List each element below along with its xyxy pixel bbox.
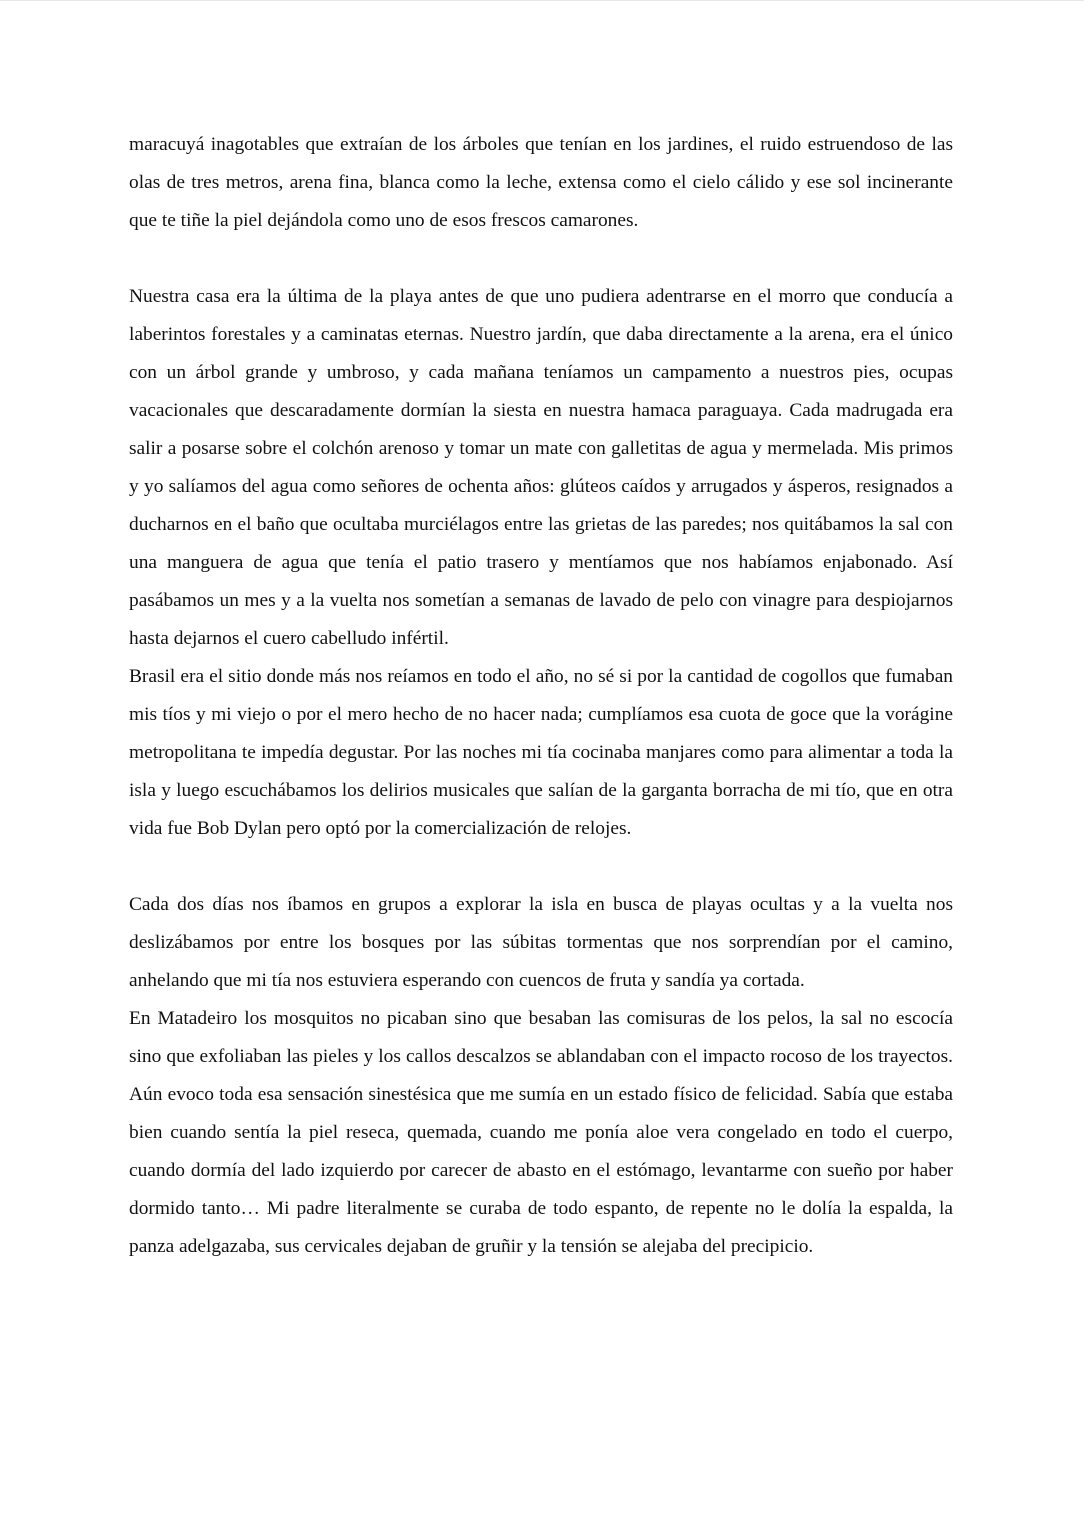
paragraph-1: maracuyá inagotables que extraían de los árboles que tenían en los jardines, el ruido estruendoso de las olas de tres metros, arena fina, blanca como la leche, extensa como el cielo cálido y ese sol incinerante que te tiñe la piel dejándola como uno de esos frescos camarones. [129, 134, 953, 231]
paragraph-5: En Matadeiro los mosquitos no picaban sino que besaban las comisuras de los pelos, la sal no escocía sino que exfoliaban las pieles y los callos descalzos se ablandaban con el impacto rocoso de los trayectos. Aún evoco toda esa sensación sinestésica que me sumía en un estado físico de felicidad. Sabía que estaba bien cuando sentía la piel reseca, quemada, cuando me ponía aloe vera congelado en todo el cuerpo, cuando dormía del lado izquierdo por carecer de abasto en el estómago, levantarme con sueño por haber dormido tanto… Mi padre literalmente se curaba de todo espanto, de repente no le dolía la espalda, la panza adelgazaba, sus cervicales dejaban de gruñir y la tensión se alejaba del precipicio. [129, 1008, 953, 1257]
document-page [129, 126, 953, 1266]
paragraph-4: Cada dos días nos íbamos en grupos a explorar la isla en busca de playas ocultas y a la vuelta nos deslizábamos por entre los bosques por las súbitas tormentas que nos sorprendían por el camino, anhelando que mi tía nos estuviera esperando con cuencos de fruta y sandía ya cortada. [129, 894, 953, 991]
paragraph-3: Brasil era el sitio donde más nos reíamos en todo el año, no sé si por la cantidad de cogollos que fumaban mis tíos y mi viejo o por el mero hecho de no hacer nada; cumplíamos esa cuota de goce que la vorágine metropolitana te impedía degustar. Por las noches mi tía cocinaba manjares como para alimentar a toda la isla y luego escuchábamos los delirios musicales que salían de la garganta borracha de mi tío, que en otra vida fue Bob Dylan pero optó por la comercialización de relojes. [129, 666, 953, 839]
paragraph-2: Nuestra casa era la última de la playa antes de que uno pudiera adentrarse en el morro que conducía a laberintos forestales y a caminatas eternas. Nuestro jardín, que daba directamente a la arena, era el único con un árbol grande y umbroso, y cada mañana teníamos un campamento a nuestros pies, ocupas vacacionales que descaradamente dormían la siesta en nuestra hamaca paraguaya. Cada madrugada era salir a posarse sobre el colchón arenoso y tomar un mate con galletitas de agua y mermelada. Mis primos y yo salíamos del agua como señores de ochenta años: glúteos caídos y arrugados y ásperos, resignados a ducharnos en el baño que ocultaba murciélagos entre las grietas de las paredes; nos quitábamos la sal con una manguera de agua que tenía el patio trasero y mentíamos que nos habíamos enjabonado. Así pasábamos un mes y a la vuelta nos sometían a semanas de lavado de pelo con vinagre para despiojarnos hasta dejarnos el cuero cabelludo infértil. [129, 286, 953, 649]
page-top-border [0, 0, 1084, 1]
